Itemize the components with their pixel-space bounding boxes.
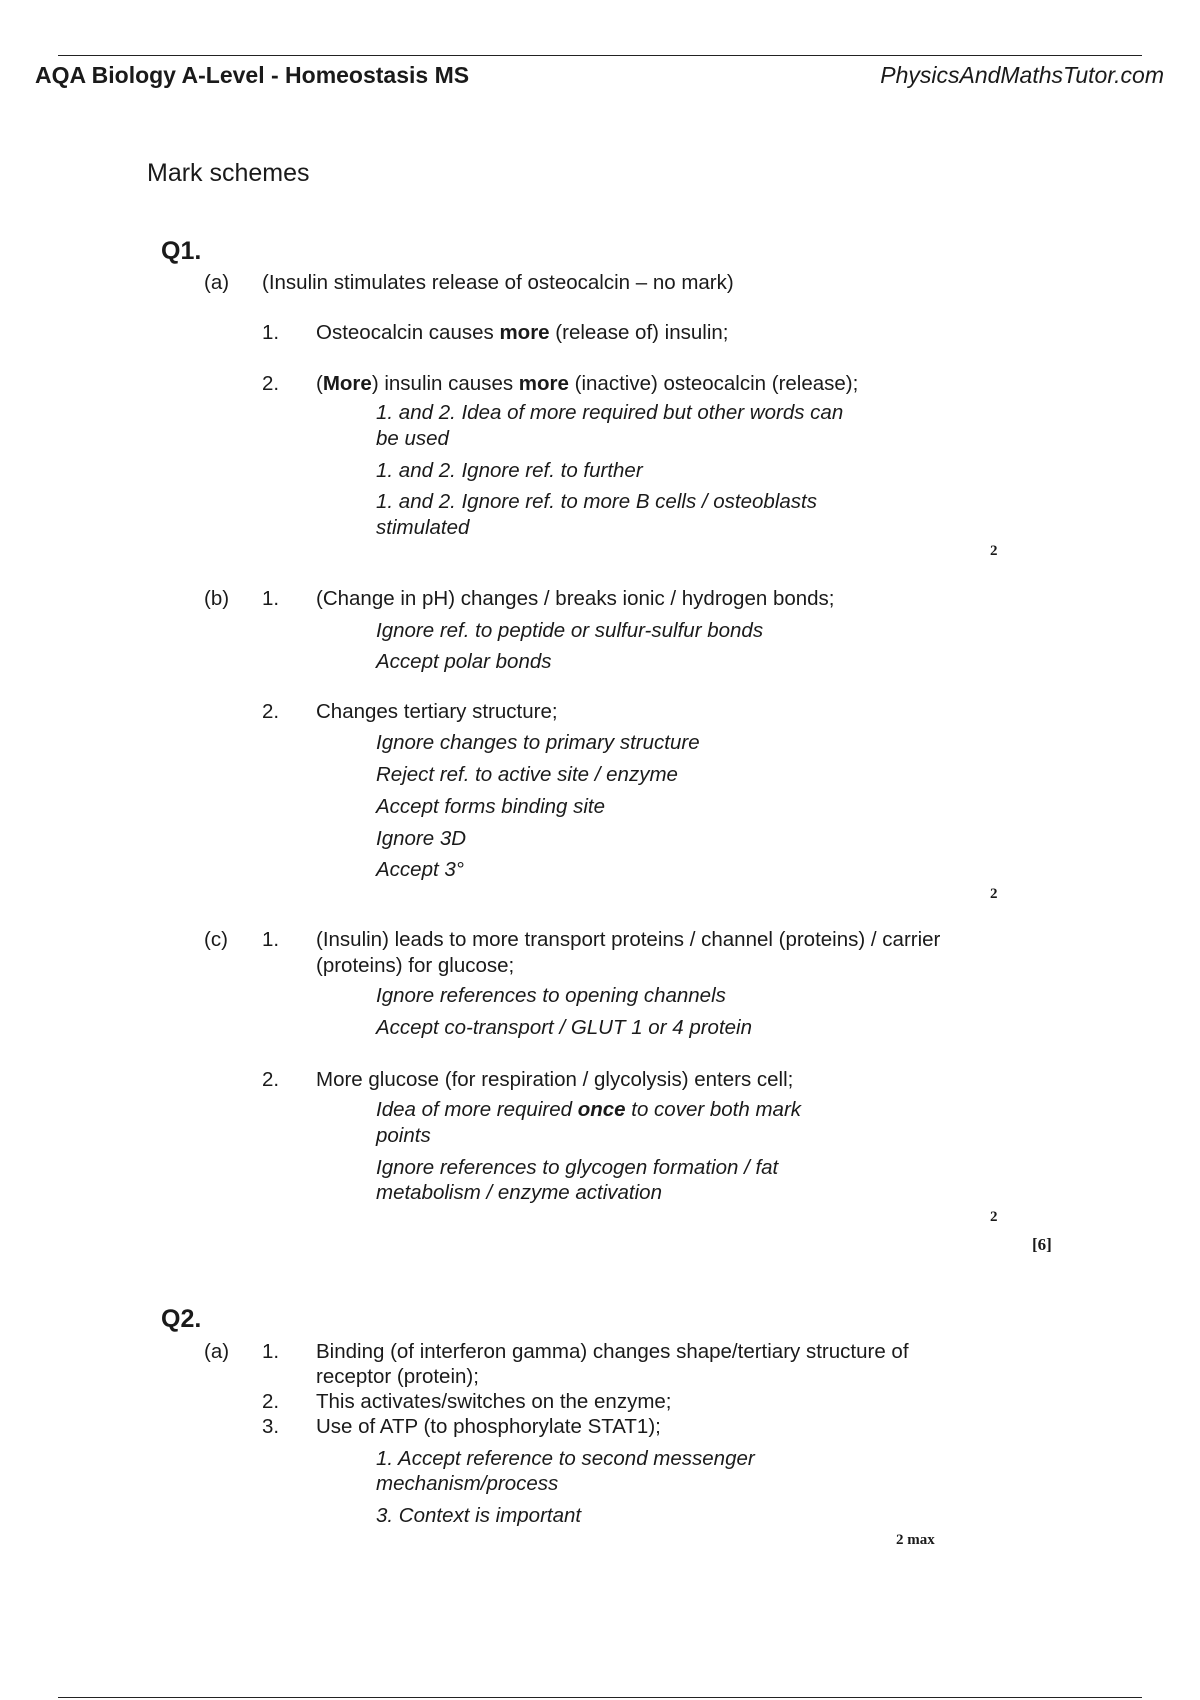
q1a-note: 1. and 2. Ignore ref. to further xyxy=(376,459,643,482)
header-title: AQA Biology A-Level - Homeostasis MS xyxy=(35,62,470,88)
q2a-point-3: Use of ATP (to phosphorylate STAT1); xyxy=(316,1415,661,1438)
q1a-note: be used xyxy=(376,427,449,450)
q2a-point-1-number: 1. xyxy=(262,1340,280,1363)
q1c-point-1-line-1: (Insulin) leads to more transport proteins / channel (proteins) / carrier xyxy=(316,928,941,951)
q1b-mark: 2 xyxy=(990,886,998,902)
q1-part-a-label: (a) xyxy=(204,271,230,294)
q1a-point-1: Osteocalcin causes more (release of) insulin; xyxy=(316,321,729,344)
q1b-note: Accept 3° xyxy=(376,858,464,881)
q2a-point-1-line-1: Binding (of interferon gamma) changes shape/tertiary structure of xyxy=(316,1340,909,1363)
q2a-note: 1. Accept reference to second messenger xyxy=(376,1447,755,1470)
q2-part-a-label: (a) xyxy=(204,1340,230,1363)
q1a-note: stimulated xyxy=(376,516,470,539)
q1a-point-2: (More) insulin causes more (inactive) osteocalcin (release); xyxy=(316,372,859,395)
q1a-intro: (Insulin stimulates release of osteocalcin – no mark) xyxy=(262,271,734,294)
question-2-label: Q2. xyxy=(161,1305,202,1333)
q1c-mark: 2 xyxy=(990,1209,998,1225)
q1c-note: Idea of more required once to cover both mark xyxy=(376,1098,802,1121)
q1b-note: Ignore changes to primary structure xyxy=(376,731,700,754)
q1c-note: metabolism / enzyme activation xyxy=(376,1181,662,1204)
q1a-point-1-number: 1. xyxy=(262,321,280,344)
q1a-point-2-number: 2. xyxy=(262,372,280,395)
q1b-note: Accept polar bonds xyxy=(376,650,552,673)
q1c-point-2-number: 2. xyxy=(262,1068,280,1091)
q1a-note: 1. and 2. Ignore ref. to more B cells / osteoblasts xyxy=(376,490,817,513)
q1b-point-1-number: 1. xyxy=(262,587,280,610)
q1a-mark: 2 xyxy=(990,543,998,559)
q1-part-c-label: (c) xyxy=(204,928,228,951)
q2a-note: mechanism/process xyxy=(376,1472,559,1495)
q1b-point-1: (Change in pH) changes / breaks ionic / hydrogen bonds; xyxy=(316,587,835,610)
q2a-mark: 2 max xyxy=(896,1532,935,1548)
q2a-point-1-line-2: receptor (protein); xyxy=(316,1365,479,1388)
q2a-point-2: This activates/switches on the enzyme; xyxy=(316,1390,672,1413)
header-site: PhysicsAndMathsTutor.com xyxy=(880,62,1164,88)
q1b-note: Ignore 3D xyxy=(376,827,467,850)
q1-total-marks: [6] xyxy=(1032,1235,1052,1254)
q1b-note: Ignore ref. to peptide or sulfur-sulfur bonds xyxy=(376,619,764,642)
footer-rule xyxy=(58,1697,1142,1698)
q1b-note: Reject ref. to active site / enzyme xyxy=(376,763,678,786)
q1b-point-2: Changes tertiary structure; xyxy=(316,700,558,723)
q1c-note: Ignore references to opening channels xyxy=(376,984,726,1007)
page-title: Mark schemes xyxy=(147,159,310,187)
q1b-note: Accept forms binding site xyxy=(376,795,606,818)
q1c-point-2: More glucose (for respiration / glycolysis) enters cell; xyxy=(316,1068,794,1091)
question-1-label: Q1. xyxy=(161,237,202,265)
q2a-note: 3. Context is important xyxy=(376,1504,582,1527)
q1-part-b-label: (b) xyxy=(204,587,230,610)
q1c-point-1-number: 1. xyxy=(262,928,280,951)
header-rule xyxy=(58,55,1142,56)
q1c-note: points xyxy=(376,1124,431,1147)
q1c-point-1-line-2: (proteins) for glucose; xyxy=(316,954,515,977)
q1c-note: Ignore references to glycogen formation / fat xyxy=(376,1156,779,1179)
q2a-point-2-number: 2. xyxy=(262,1390,280,1413)
q2a-point-3-number: 3. xyxy=(262,1415,280,1438)
q1a-note: 1. and 2. Idea of more required but other words can xyxy=(376,401,844,424)
q1b-point-2-number: 2. xyxy=(262,700,280,723)
q1c-note: Accept co-transport / GLUT 1 or 4 protein xyxy=(376,1016,752,1039)
